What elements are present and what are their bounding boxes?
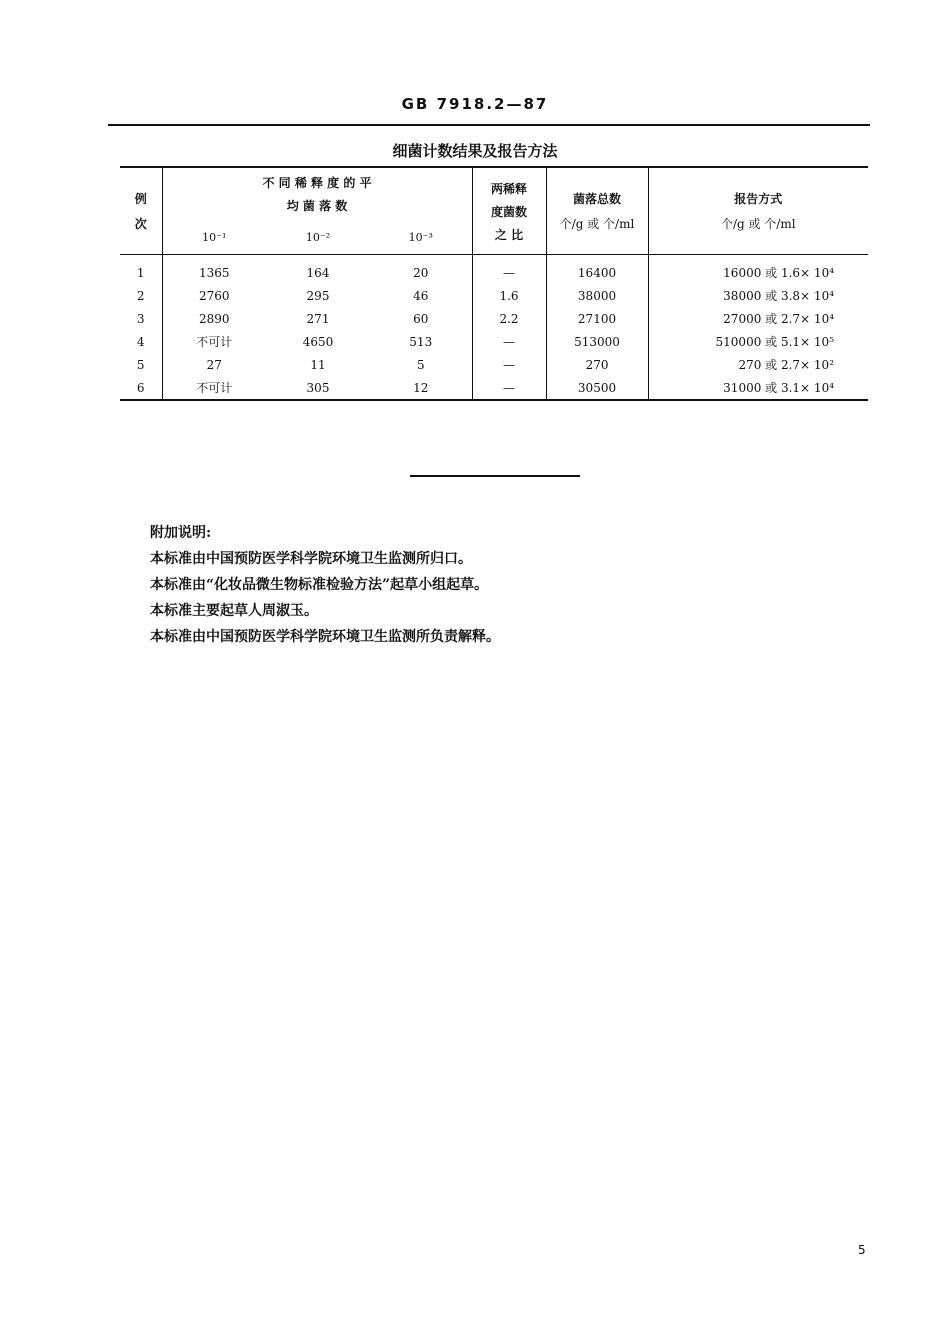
cell-report: 510000 或 5.1× 10⁵ bbox=[648, 330, 868, 353]
header-dilution-line2: 均 菌 落 数 bbox=[286, 199, 348, 213]
cell-total: 270 bbox=[546, 353, 648, 376]
table-header bbox=[120, 167, 868, 255]
cell-case: 1 bbox=[136, 265, 145, 280]
header-case: 例 次 bbox=[134, 192, 147, 231]
cell-total: 27100 bbox=[546, 307, 648, 330]
page-number: 5 bbox=[858, 1243, 866, 1257]
cell-dilution-1: 2760 bbox=[162, 284, 266, 307]
cell-dilution-1: 不可计 bbox=[162, 330, 266, 353]
cell-dilution-1: 1365 bbox=[162, 255, 266, 285]
notes-line: 本标准由中国预防医学科学院环境卫生监测所归口。 bbox=[150, 551, 472, 567]
table-row bbox=[120, 255, 868, 285]
cell-case: 4 bbox=[136, 334, 145, 349]
notes-line: 本标准由中国预防医学科学院环境卫生监测所负责解释。 bbox=[150, 629, 500, 645]
cell-report: 27000 或 2.7× 10⁴ bbox=[648, 307, 868, 330]
cell-case: 2 bbox=[136, 288, 145, 303]
header-rule bbox=[108, 124, 870, 126]
table-row bbox=[120, 376, 868, 400]
additional-notes bbox=[150, 520, 850, 650]
header-dilution-3: 10⁻³ bbox=[408, 230, 433, 244]
cell-ratio: 2.2 bbox=[472, 307, 546, 330]
cell-dilution-3: 5 bbox=[416, 357, 425, 372]
header-dilution-2: 10⁻² bbox=[305, 230, 331, 244]
header-ratio bbox=[472, 167, 546, 255]
header-report bbox=[648, 167, 868, 255]
header-dilution-line1: 不 同 稀 释 度 的 平 bbox=[262, 176, 372, 190]
cell-dilution-2: 164 bbox=[306, 265, 330, 280]
table-row bbox=[120, 307, 868, 330]
cell-ratio: — bbox=[472, 330, 546, 353]
cell-dilution-3: 46 bbox=[413, 288, 429, 303]
table-row bbox=[120, 353, 868, 376]
header-ratio-line1: 两稀释 bbox=[491, 181, 528, 196]
section-separator bbox=[410, 475, 580, 477]
cell-dilution-3: 60 bbox=[413, 311, 429, 326]
cell-case: 5 bbox=[136, 357, 145, 372]
cell-report: 38000 或 3.8× 10⁴ bbox=[648, 284, 868, 307]
cell-ratio: — bbox=[472, 376, 546, 400]
header-dilution-group bbox=[162, 167, 472, 220]
cell-report: 270 或 2.7× 10² bbox=[648, 353, 868, 376]
cell-dilution-2: 271 bbox=[306, 311, 330, 326]
results-table-wrapper bbox=[120, 166, 868, 401]
cell-dilution-3: 20 bbox=[413, 265, 429, 280]
notes-heading: 附加说明: bbox=[150, 525, 212, 541]
table-row bbox=[120, 330, 868, 353]
cell-dilution-1: 2890 bbox=[162, 307, 266, 330]
cell-total: 16400 bbox=[546, 255, 648, 285]
cell-total: 30500 bbox=[546, 376, 648, 400]
notes-line: 本标准由“化妆品微生物标准检验方法”起草小组起草。 bbox=[150, 577, 489, 593]
header-ratio-line2: 度菌数 bbox=[491, 204, 528, 219]
cell-dilution-1: 不可计 bbox=[162, 376, 266, 400]
header-dilution-1: 10⁻¹ bbox=[162, 220, 266, 255]
cell-dilution-1: 27 bbox=[162, 353, 266, 376]
results-table bbox=[120, 166, 868, 401]
table-title: 细菌计数结果及报告方法 bbox=[392, 142, 558, 160]
cell-dilution-3: 513 bbox=[409, 334, 433, 349]
cell-report: 16000 或 1.6× 10⁴ bbox=[648, 255, 868, 285]
cell-dilution-2: 11 bbox=[310, 357, 326, 372]
cell-dilution-2: 295 bbox=[306, 288, 330, 303]
standard-code: GB 7918.2—87 bbox=[401, 95, 549, 113]
header-total-line1: 菌落总数 bbox=[573, 192, 622, 206]
cell-total: 513000 bbox=[546, 330, 648, 353]
header-report-line2: 个/g 或 个/ml bbox=[720, 217, 796, 231]
header-ratio-line3: 之 比 bbox=[494, 227, 524, 242]
header-total bbox=[546, 167, 648, 255]
header-total-line2: 个/g 或 个/ml bbox=[559, 217, 635, 231]
notes-line: 本标准主要起草人周淑玉。 bbox=[150, 603, 318, 619]
table-body bbox=[120, 255, 868, 401]
cell-dilution-3: 12 bbox=[413, 380, 429, 395]
cell-ratio: 1.6 bbox=[472, 284, 546, 307]
cell-ratio: — bbox=[472, 255, 546, 285]
cell-case: 3 bbox=[136, 311, 145, 326]
cell-dilution-2: 4650 bbox=[302, 334, 334, 349]
table-row bbox=[120, 284, 868, 307]
cell-ratio: — bbox=[472, 353, 546, 376]
cell-dilution-2: 305 bbox=[306, 380, 330, 395]
cell-case: 6 bbox=[136, 380, 145, 395]
header-report-line1: 报告方式 bbox=[734, 192, 783, 206]
cell-report: 31000 或 3.1× 10⁴ bbox=[648, 376, 868, 400]
cell-total: 38000 bbox=[546, 284, 648, 307]
